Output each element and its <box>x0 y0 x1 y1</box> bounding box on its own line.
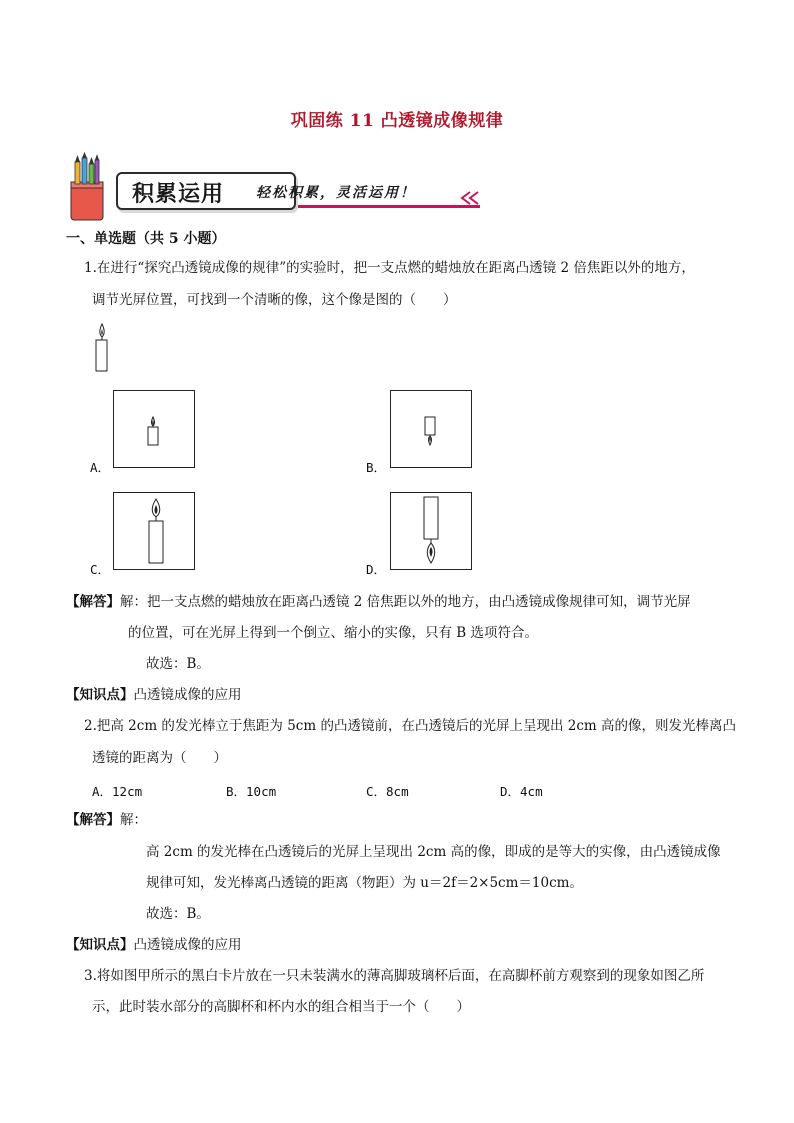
document-title: 巩固练 11 凸透镜成像规律 <box>290 111 504 131</box>
q1-answer-text1: 解：把一支点燃的蜡烛放在距离凸透镜 2 倍焦距以外的地方，由凸透镜成像规律可知，调节光屏 <box>120 594 691 610</box>
q1-answer-line2: 的位置，可在光屏上得到一个倒立、缩小的实像，只有 B 选项符合。 <box>128 625 539 641</box>
q1-knowledge <box>66 685 242 705</box>
q1-option-c-label: C． <box>90 562 111 577</box>
q2-answer-line1: 高 2cm 的发光棒在凸透镜后的光屏上呈现出 2cm 高的像，即成的是等大的实像，由凸透镜成像 <box>146 844 721 860</box>
banner-subtitle: 轻松积累，灵活运用！ <box>256 185 416 201</box>
banner-title: 积累运用 <box>132 182 225 207</box>
q1-knowledge-label: 【知识点】 <box>66 687 134 703</box>
q2-text-line1: 2.把高 2cm 的发光棒立于焦距为 5cm 的凸透镜前，在凸透镜后的光屏上呈现出 2cm 高的像，则发光棒离凸 <box>84 718 736 734</box>
small-inverted-candle-icon <box>391 391 471 467</box>
q3-text-line1: 3.将如图甲所示的黑白卡片放在一只未装满水的薄高脚玻璃杯后面，在高脚杯前方观察到的现象如图乙所 <box>84 968 705 984</box>
q2-knowledge <box>66 935 242 955</box>
q1-option-c-figure[interactable] <box>113 492 195 570</box>
large-upright-candle-icon <box>114 493 194 569</box>
q1-text-line2: 调节光屏位置，可找到一个清晰的像，这个像是图的（ ） <box>92 292 457 308</box>
q2-knowledge-label: 【知识点】 <box>66 937 134 953</box>
q1-knowledge-text: 凸透镜成像的应用 <box>133 687 242 703</box>
q2-text-line2: 透镜的距离为（ ） <box>92 750 227 766</box>
q1-option-d-figure[interactable] <box>390 492 472 570</box>
q2-answer-line2: 规律可知，发光棒离凸透镜的距离（物距）为 u＝2f＝2×5cm＝10cm。 <box>146 875 583 891</box>
q2-option-c[interactable]: C．8cm <box>366 784 409 799</box>
q1-option-a-label: A． <box>90 460 111 475</box>
q1-text-line1: 1.在进行“探究凸透镜成像的规律”的实验时，把一支点燃的蜡烛放在距离凸透镜 2 倍焦距以外的地方， <box>84 260 695 276</box>
q1-option-b-label: B． <box>366 460 387 475</box>
q1-option-a-figure[interactable] <box>113 390 195 468</box>
q2-answer-head-text: 解： <box>120 812 147 828</box>
q2-answer-label: 【解答】 <box>66 812 120 828</box>
q2-option-d[interactable]: D．4cm <box>500 784 543 799</box>
small-upright-candle-icon <box>114 391 194 467</box>
q1-answer-line1 <box>66 592 691 612</box>
section-heading: 一、单选题（共 5 小题） <box>66 231 226 247</box>
q1-option-d-label: D． <box>366 562 387 577</box>
q3-text-line2: 示，此时装水部分的高脚杯和杯内水的组合相当于一个（ ） <box>92 999 470 1015</box>
q1-choice: 故选：B。 <box>146 656 210 672</box>
q2-choice: 故选：B。 <box>146 906 210 922</box>
q2-option-b[interactable]: B．10cm <box>226 784 277 799</box>
q2-knowledge-text: 凸透镜成像的应用 <box>133 937 242 953</box>
reference-candle-figure <box>90 320 114 376</box>
q2-answer-head <box>66 810 147 830</box>
large-inverted-candle-icon <box>391 493 471 569</box>
section-banner <box>66 152 486 224</box>
q2-option-a[interactable]: A．12cm <box>92 784 143 799</box>
q1-answer-label: 【解答】 <box>66 594 120 610</box>
q1-option-b-figure[interactable] <box>390 390 472 468</box>
